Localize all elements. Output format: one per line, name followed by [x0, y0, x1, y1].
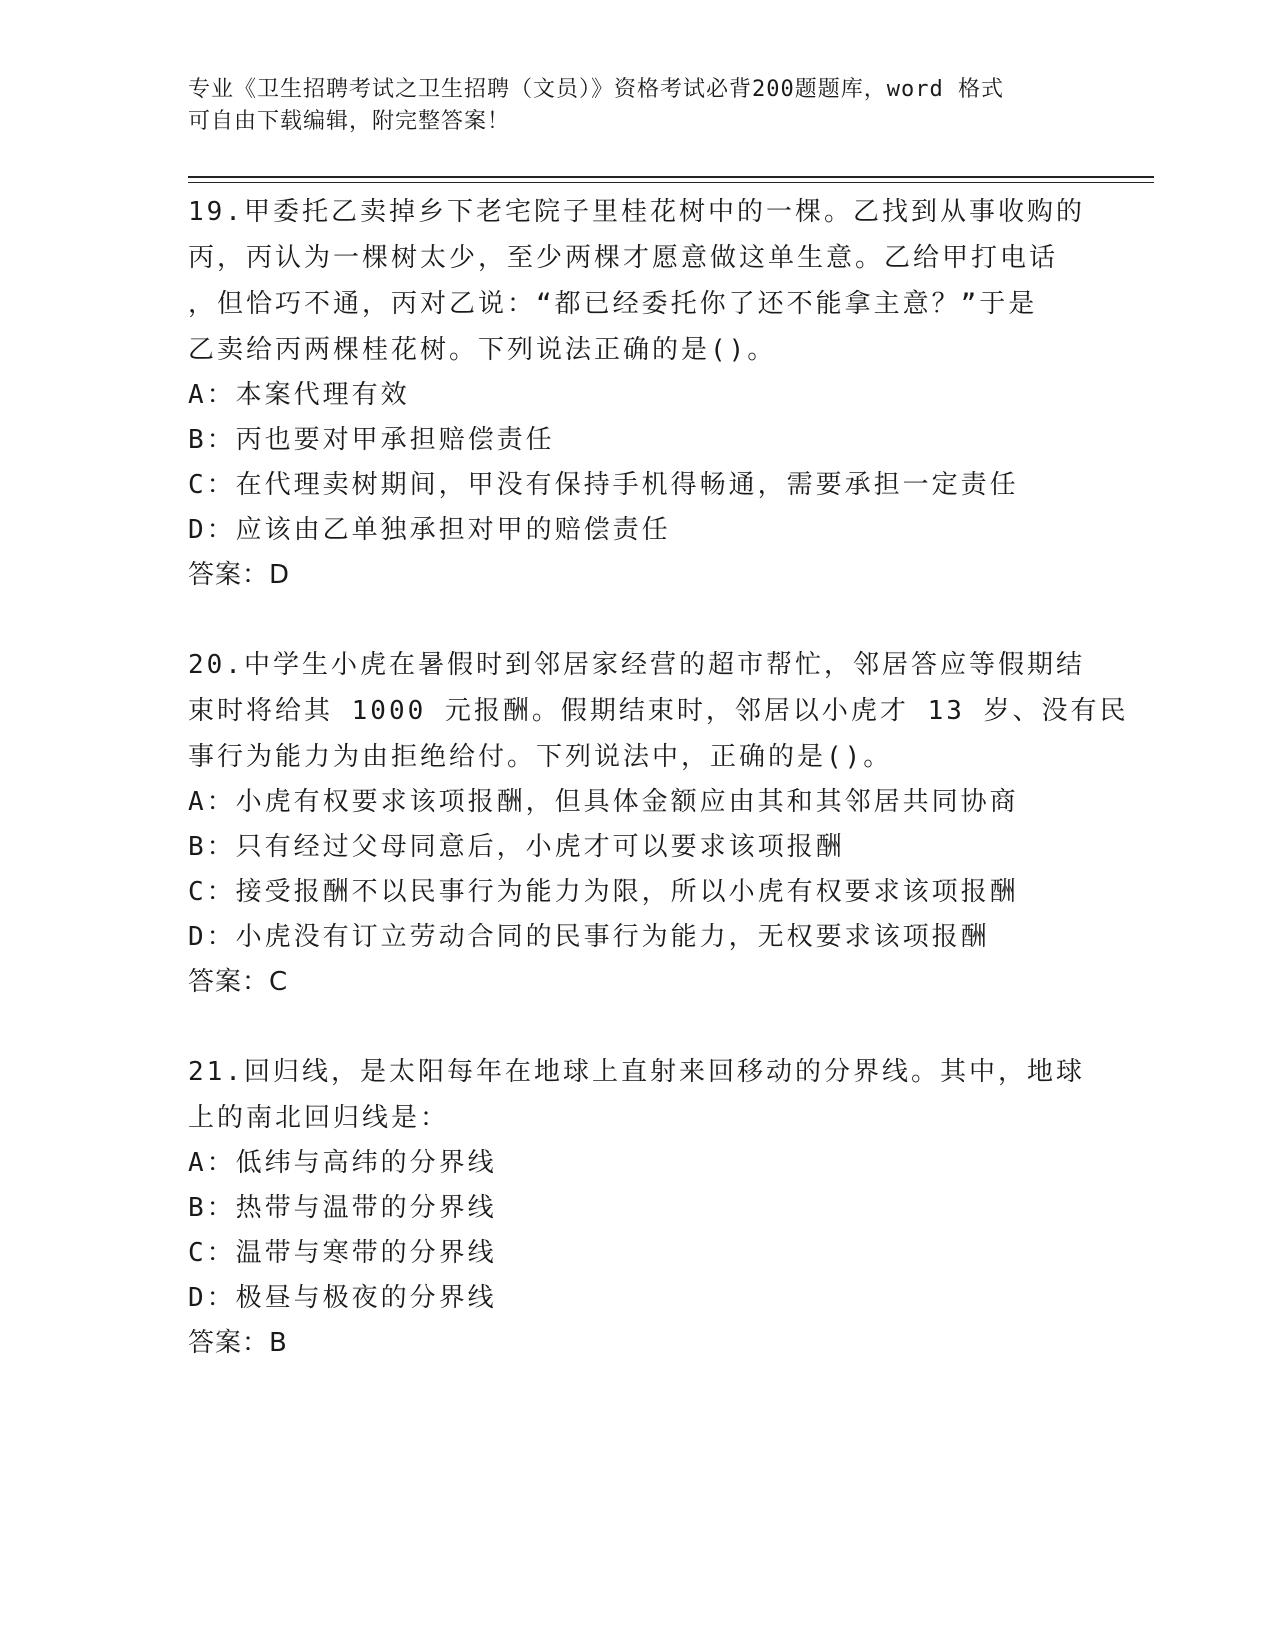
answer-line: 答案：D [188, 560, 291, 590]
option-c: C：在代理卖树期间，甲没有保持手机得畅通，需要承担一定责任 [188, 470, 1019, 500]
option-d: D：应该由乙单独承担对甲的赔偿责任 [188, 515, 671, 545]
option-d: D：小虎没有订立劳动合同的民事行为能力，无权要求该项报酬 [188, 922, 990, 952]
option-b: B：只有经过父母同意后，小虎才可以要求该项报酬 [188, 832, 845, 862]
question-text-line: 乙卖给丙两棵桂花树。下列说法正确的是()。 [188, 335, 777, 365]
question-text-line: 19.甲委托乙卖掉乡下老宅院子里桂花树中的一棵。乙找到从事收购的 [188, 197, 1085, 227]
option-a: A：小虎有权要求该项报酬，但具体金额应由其和其邻居共同协商 [188, 787, 1019, 817]
question-21 [188, 1049, 1088, 1366]
question-text-line: ，但恰巧不通，丙对乙说：“都已经委托你了还不能拿主意？”于是 [188, 289, 1038, 319]
option-c: C：温带与寒带的分界线 [188, 1238, 497, 1268]
option-a: A：低纬与高纬的分界线 [188, 1148, 497, 1178]
question-20 [188, 642, 1129, 1005]
header-divider-thick [188, 176, 1154, 178]
question-list [188, 189, 1129, 1366]
document-header [188, 74, 1088, 138]
option-b: B：热带与温带的分界线 [188, 1193, 497, 1223]
question-text-line: 束时将给其 1000 元报酬。假期结束时，邻居以小虎才 13 岁、没有民 [188, 696, 1129, 726]
question-19 [188, 189, 1088, 598]
answer-line: 答案：C [188, 967, 289, 997]
option-c: C：接受报酬不以民事行为能力为限，所以小虎有权要求该项报酬 [188, 877, 1019, 907]
option-d: D：极昼与极夜的分界线 [188, 1283, 497, 1313]
answer-line: 答案：B [188, 1328, 288, 1358]
question-text-line: 20.中学生小虎在暑假时到邻居家经营的超市帮忙，邻居答应等假期结 [188, 650, 1085, 680]
option-a: A：本案代理有效 [188, 380, 410, 410]
question-text-line: 21.回归线，是太阳每年在地球上直射来回移动的分界线。其中，地球 [188, 1057, 1085, 1087]
header-line-2: 可自由下载编辑，附完整答案！ [188, 109, 511, 134]
question-text-line: 事行为能力为由拒绝给付。下列说法中，正确的是()。 [188, 742, 893, 772]
question-text-line: 上的南北回归线是： [188, 1103, 450, 1133]
question-spacer [188, 1005, 1088, 1049]
header-line-1: 专业《卫生招聘考试之卫生招聘（文员）》资格考试必背200题题库，word 格式 [188, 77, 1004, 102]
option-b: B：丙也要对甲承担赔偿责任 [188, 425, 555, 455]
question-text-line: 丙，丙认为一棵树太少，至少两棵才愿意做这单生意。乙给甲打电话 [188, 243, 1059, 273]
question-spacer [188, 598, 1088, 642]
header-divider-thin [188, 182, 1154, 183]
